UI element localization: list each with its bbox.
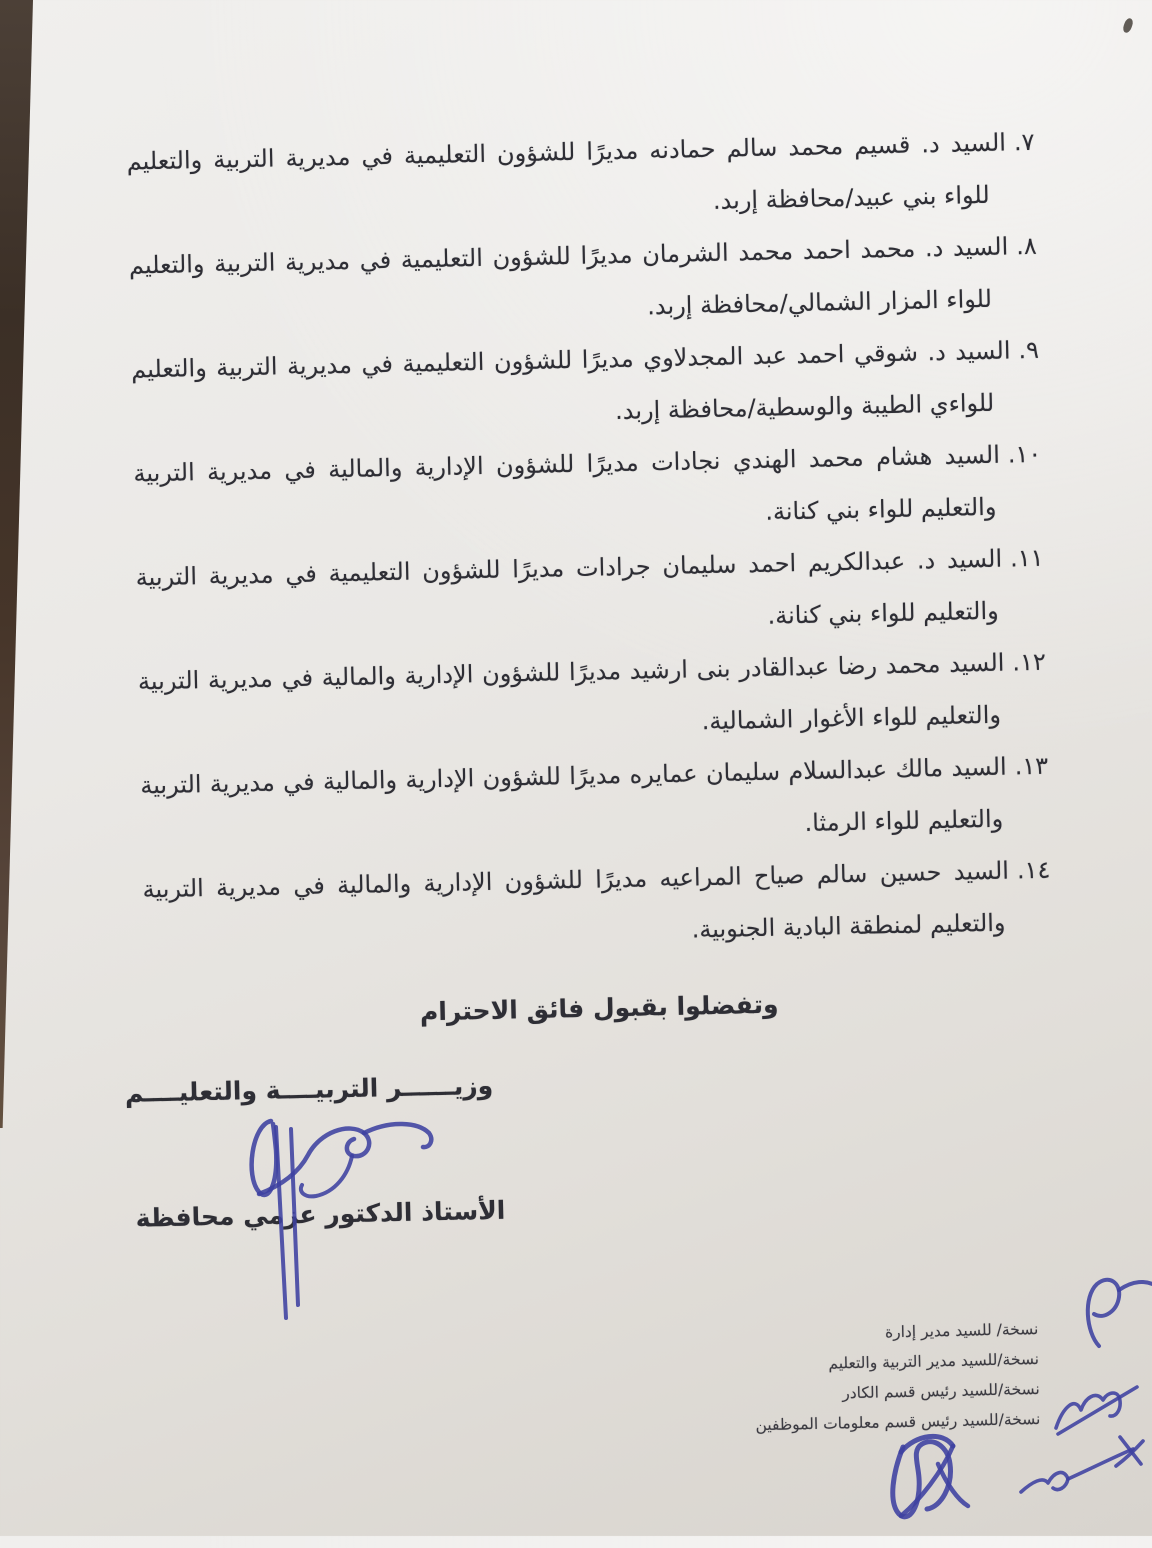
item-number: ١٢. [1012,647,1047,677]
item-text: السيد د. قسيم محمد سالم حمادنه مديرًا للشؤون التعليمية في مديرية التربية والتعليم للواء بني عبيد/محافظة إربد. [126,128,1007,215]
closing-line: وتفضلوا بقبول فائق الاحترام [419,989,779,1027]
item-number: ١٣. [1014,751,1049,781]
cc-item: نسخة/للسيد مدير التربية والتعليم [828,1350,1040,1373]
item-text: السيد د. محمد احمد محمد الشرمان مديرًا للشؤون التعليمية في مديرية التربية والتعليم للواء المزار الشمالي/محافظة إربد. [128,232,1009,321]
cc-item: نسخة/للسيد رئيس قسم معلومات الموظفين [755,1410,1041,1435]
item-number: ٨. [1015,231,1038,261]
scrawl-signature-icon [1021,1437,1143,1492]
item-text: السيد د. عبدالكريم احمد سليمان جرادات مديرًا للشؤون التعليمية في مديرية التربية والتعليم للواء بني كنانة. [135,544,1003,630]
item-number: ٧. [1013,127,1035,157]
item-text: السيد د. شوقي احمد عبد المجدلاوي مديرًا للشؤون التعليمية في مديرية التربية والتعليم للواءي الطيبة والوسطية/محافظة إربد. [130,336,1011,426]
item-text: السيد محمد رضا عبدالقادر بنى ارشيد مديرًا للشؤون الإدارية والمالية في مديرية التربية والتعليم للواء الأغوار الشمالية. [137,648,1005,736]
cc-item: نسخة/للسيد رئيس قسم الكادر [842,1380,1040,1403]
approval-signature-icon [893,1436,968,1516]
item-text: السيد حسين سالم صياح المراعيه مديرًا للشؤون الإدارية والمالية في مديرية التربية والتعليم لمنطقة البادية الجنوبية. [142,856,1010,944]
minister-signature-icon [252,1121,432,1318]
minister-title: وزيــــــر التربيــــة والتعليــــم [124,1070,494,1108]
item-text: السيد هشام محمد الهندي نجادات مديرًا للشؤون الإدارية والمالية في مديرية التربية والتعليم للواء بني كنانة. [133,440,1001,526]
cc-item: نسخة/ للسيد مدير إدارة [884,1320,1039,1342]
minister-name: الأستاذ الدكتور عزمي محافظة [135,1195,506,1233]
item-number: ١١. [1009,543,1044,573]
initials-signature-icon [1056,1280,1152,1434]
item-text: السيد مالك عبدالسلام سليمان عمايره مديرًا للشؤون الإدارية والمالية في مديرية التربية والتعليم للواء الرمثا. [139,752,1007,838]
item-number: ٩. [1018,335,1040,365]
item-number: ١٠. [1007,439,1042,469]
item-number: ١٤. [1016,855,1051,885]
